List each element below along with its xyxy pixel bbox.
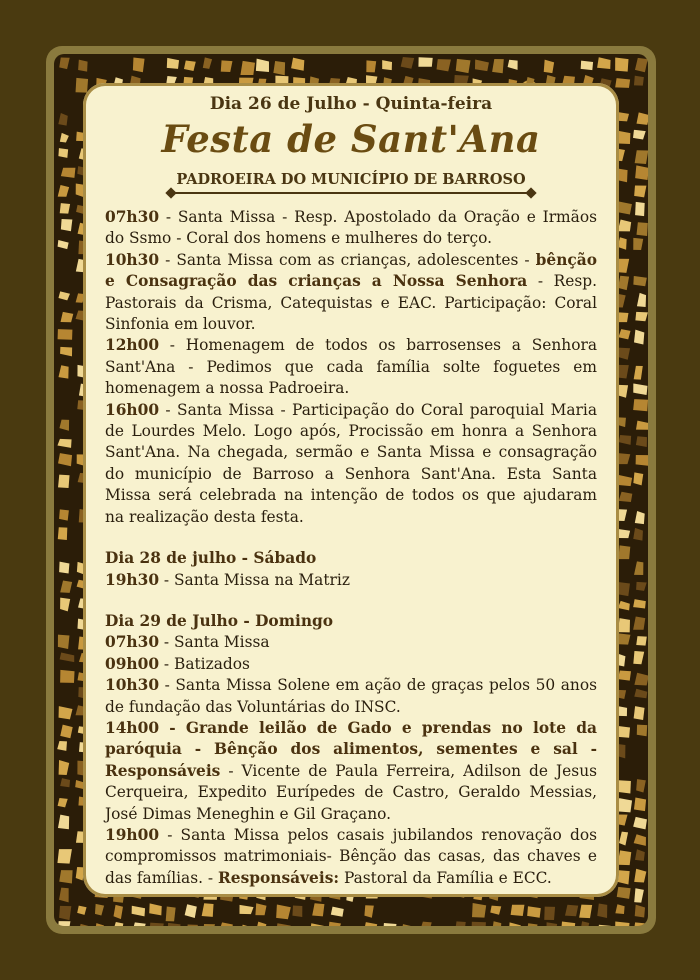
mosaic-tile bbox=[544, 60, 554, 73]
mosaic-tile bbox=[184, 61, 196, 71]
date-header: Dia 26 de Julho - Quinta-feira bbox=[209, 94, 493, 114]
mosaic-tile bbox=[276, 923, 291, 926]
schedule-item: 09h00 - Batizados bbox=[105, 654, 250, 673]
mosaic-tile bbox=[61, 312, 74, 322]
mosaic-tile bbox=[61, 168, 76, 178]
mosaic-tile bbox=[276, 904, 291, 919]
mosaic-tile bbox=[273, 61, 285, 75]
mosaic-tile bbox=[58, 635, 70, 649]
mosaic-tile bbox=[58, 329, 73, 340]
schedule-item: 14h00 - Grande leilão de Gado e prendas no lote da paróquia - Bênção dos alimentos, sementes e sal - Responsáveis - Vicente de Paula Ferreira, Adilson de Jesus Cerqueira, Expedito Eurípedes de Castro, Geraldo Messias, José Dimas Meneghin e Gil Graçano. bbox=[105, 718, 597, 823]
mosaic-tile bbox=[221, 60, 233, 72]
mosaic-tile bbox=[492, 921, 501, 926]
schedule-item: 07h30 - Santa Missa bbox=[105, 633, 270, 652]
mosaic-tile bbox=[166, 907, 176, 922]
schedule-item: 19h30 - Santa Missa na Matriz bbox=[105, 570, 350, 589]
mosaic-tile bbox=[58, 365, 68, 378]
mosaic-tile bbox=[619, 201, 632, 214]
mosaic-tile bbox=[618, 671, 631, 681]
mosaic-tile bbox=[565, 905, 578, 917]
mosaic-tile bbox=[633, 651, 644, 664]
mosaic-tile bbox=[383, 923, 396, 926]
mosaic-tile bbox=[255, 922, 266, 926]
mosaic-tile bbox=[59, 509, 69, 520]
mosaic-tile bbox=[58, 921, 70, 926]
mosaic-tile bbox=[634, 673, 648, 686]
mosaic-tile bbox=[634, 330, 644, 345]
mosaic-tile bbox=[418, 57, 432, 66]
mosaic-tile bbox=[617, 850, 631, 865]
mosaic-tile bbox=[636, 222, 647, 236]
mosaic-tile bbox=[634, 561, 643, 575]
mosaic-tile bbox=[492, 59, 504, 73]
mosaic-tile bbox=[168, 923, 181, 926]
mosaic-tile bbox=[256, 59, 269, 72]
mosaic-tile bbox=[634, 76, 644, 86]
schedule-item: 19h00 - Santa Missa pelos casais jubilandos renovação dos compromissos matrimoniais- Bênção das casas, das chaves e das famílias. - Responsáveis: Pastoral da Família e ECC. bbox=[105, 825, 597, 887]
mosaic-tile bbox=[420, 922, 432, 926]
mosaic-tile bbox=[475, 60, 489, 72]
mosaic-tile bbox=[60, 598, 70, 612]
mosaic-tile bbox=[202, 903, 214, 917]
day-heading: Dia 28 de julho - Sábado bbox=[105, 549, 317, 568]
mosaic-tile bbox=[58, 453, 72, 466]
mosaic-tile bbox=[185, 904, 197, 918]
mosaic-tile bbox=[167, 58, 179, 69]
mosaic-tile bbox=[618, 219, 631, 231]
mosaic-tile bbox=[77, 906, 86, 915]
mosaic-tile bbox=[366, 60, 376, 72]
mosaic-tile bbox=[619, 832, 628, 846]
mosaic-tile bbox=[472, 922, 486, 926]
program-panel bbox=[83, 83, 619, 897]
mosaic-tile bbox=[618, 348, 630, 360]
mosaic-tile bbox=[508, 60, 518, 70]
mosaic-tile bbox=[58, 148, 68, 158]
mosaic-tile bbox=[312, 903, 324, 916]
mosaic-tile bbox=[291, 58, 304, 71]
mosaic-tile bbox=[636, 636, 647, 646]
mosaic-tile bbox=[633, 528, 643, 541]
schedule-item: 07h30 - Santa Missa - Resp. Apostolado da Oração e Irmãos do Ssmo - Coral dos homens e mulheres do terço. bbox=[105, 208, 597, 248]
mosaic-tile bbox=[561, 922, 575, 926]
mosaic-tile bbox=[59, 57, 69, 69]
mosaic-tile bbox=[617, 887, 631, 899]
mosaic-tile bbox=[527, 923, 538, 926]
mosaic-tile bbox=[220, 922, 233, 926]
mosaic-tile bbox=[402, 924, 412, 926]
mosaic-tile bbox=[633, 399, 648, 411]
mosaic-tile bbox=[57, 439, 71, 448]
mosaic-tile bbox=[60, 133, 69, 143]
mosaic-tile bbox=[58, 291, 70, 300]
mosaic-tile bbox=[618, 601, 630, 610]
mosaic-tile bbox=[618, 529, 630, 538]
mosaic-tile bbox=[437, 59, 451, 71]
mosaic-tile bbox=[618, 815, 628, 826]
mosaic-tile bbox=[634, 797, 646, 811]
schedule-item: 10h30 - Santa Missa Solene em ação de graças pelos 50 anos de fundação das Voluntárias do INSC. bbox=[105, 676, 597, 716]
mosaic-tile bbox=[78, 60, 87, 72]
ornament-divider bbox=[175, 192, 527, 194]
mosaic-tile bbox=[581, 61, 593, 71]
mosaic-tile bbox=[59, 906, 71, 920]
mosaic-tile bbox=[580, 921, 589, 926]
mosaic-tile bbox=[78, 924, 90, 926]
mosaic-tile bbox=[633, 276, 646, 286]
mosaic-tile bbox=[636, 421, 648, 430]
mosaic-tile bbox=[60, 653, 75, 663]
mosaic-tile bbox=[546, 922, 557, 926]
mosaic-tile bbox=[618, 618, 630, 632]
mosaic-tile bbox=[633, 472, 643, 485]
mosaic-tile bbox=[133, 57, 145, 72]
mosaic-tile bbox=[363, 922, 377, 926]
mosaic-tile bbox=[382, 60, 392, 70]
mosaic-tile bbox=[59, 888, 69, 903]
mosaic-tile bbox=[615, 78, 630, 88]
mosaic-tile bbox=[472, 903, 486, 918]
mosaic-tile bbox=[636, 436, 647, 447]
mosaic-tile bbox=[58, 113, 67, 126]
mosaic-tile bbox=[634, 922, 648, 926]
mosaic-tile bbox=[618, 385, 628, 398]
mosaic-tile bbox=[511, 905, 525, 916]
mosaic-tile bbox=[618, 276, 629, 290]
mosaic-tile bbox=[633, 616, 645, 629]
mosaic-tile bbox=[133, 922, 146, 926]
mosaic-tile bbox=[544, 907, 555, 920]
mosaic-tile bbox=[58, 815, 69, 830]
mosaic-tile bbox=[60, 670, 74, 683]
mosaic-tile bbox=[633, 383, 647, 395]
mosaic-tile bbox=[240, 925, 249, 926]
mosaic-tile bbox=[456, 59, 471, 73]
mosaic-tile bbox=[401, 57, 415, 69]
schedule-item: 10h30 - Santa Missa com as crianças, adolescentes - bênção e Consagração das crianças a Nossa Senhora - Resp. Pastorais da Crisma, Catequistas e EAC. Participação: Coral Sinfonia em louvor. bbox=[105, 250, 597, 334]
mosaic-tile bbox=[633, 599, 646, 608]
mosaic-tile bbox=[76, 78, 89, 93]
mosaic-tile bbox=[615, 58, 628, 72]
mosaic-tile bbox=[615, 904, 624, 914]
mosaic-tile bbox=[58, 185, 69, 197]
mosaic-tile bbox=[618, 131, 630, 144]
mosaic-tile bbox=[634, 869, 646, 883]
mosaic-tile bbox=[95, 904, 104, 916]
mosaic-tile bbox=[619, 435, 631, 445]
mosaic-tile bbox=[149, 923, 164, 926]
mosaic-tile bbox=[490, 906, 501, 915]
mosaic-tile bbox=[635, 58, 648, 72]
mosaic-tile bbox=[60, 347, 72, 356]
mosaic-tile bbox=[633, 817, 647, 830]
mosaic-tile bbox=[618, 545, 630, 559]
mosaic-tile bbox=[635, 511, 645, 524]
mosaic-tile bbox=[61, 219, 73, 231]
mosaic-tile bbox=[597, 925, 611, 926]
mosaic-tile bbox=[635, 202, 645, 216]
mosaic-tile bbox=[636, 455, 648, 466]
mosaic-tile bbox=[635, 849, 645, 861]
mosaic-tile bbox=[509, 922, 521, 926]
mosaic-tile bbox=[240, 905, 254, 914]
mosaic-tile bbox=[255, 903, 266, 915]
subtitle: PADROEIRA DO MUNICÍPIO DE BARROSO bbox=[176, 171, 526, 188]
mosaic-tile bbox=[634, 888, 644, 902]
mosaic-tile bbox=[579, 905, 592, 918]
mosaic-tile bbox=[203, 57, 212, 68]
mosaic-tile bbox=[60, 778, 70, 787]
mosaic-tile bbox=[636, 112, 648, 124]
mosaic-tile bbox=[636, 582, 647, 591]
mosaic-tile bbox=[310, 923, 324, 926]
mosaic-tile bbox=[617, 798, 632, 812]
mosaic-tile bbox=[364, 905, 373, 917]
mosaic-tile bbox=[58, 527, 68, 540]
mosaic-tile bbox=[635, 312, 648, 321]
mosaic-tile bbox=[187, 924, 198, 926]
mosaic-tile bbox=[60, 580, 72, 592]
mosaic-tile bbox=[59, 870, 72, 883]
mosaic-tile bbox=[637, 725, 647, 737]
mosaic-tile bbox=[634, 834, 646, 846]
mosaic-tile bbox=[59, 706, 73, 719]
mosaic-tile bbox=[634, 185, 646, 197]
mosaic-tile bbox=[58, 798, 68, 807]
mosaic-tile bbox=[635, 150, 648, 164]
mosaic-tile bbox=[240, 61, 255, 75]
schedule-item: 12h00 - Homenagem de todos os barrosenses a Senhora Sant'Ana - Pedimos que cada família solte foguetes em homenagem a nossa Padroeira. bbox=[105, 336, 597, 398]
mosaic-tile bbox=[132, 906, 145, 917]
mosaic-tile bbox=[59, 760, 70, 775]
schedule-item: 16h00 - Santa Missa - Participação do Coral paroquial Maria de Lourdes Melo. Logo após, Procissão em honra a Senhora Sant'Ana. Na chegada, sermão e Santa Missa e consagração do município de Barroso a Senhora Sant'Ana. Esta Santa Missa será celebrada na intenção de todos os que ajudaram na realização desta festa. bbox=[105, 400, 597, 526]
mosaic-tile bbox=[633, 130, 646, 140]
mosaic-tile bbox=[618, 329, 630, 339]
mosaic-tile bbox=[618, 475, 632, 486]
mosaic-tile bbox=[58, 240, 69, 249]
day-heading: Dia 29 de Julho - Domingo bbox=[105, 611, 334, 630]
mosaic-tile bbox=[634, 366, 643, 380]
mosaic-tile bbox=[59, 562, 69, 574]
mosaic-tile bbox=[114, 905, 123, 919]
mosaic-tile bbox=[60, 725, 72, 739]
mosaic-tile bbox=[527, 906, 541, 917]
mosaic-tile bbox=[328, 922, 341, 926]
schedule bbox=[105, 207, 597, 889]
mosaic-tile bbox=[619, 492, 633, 502]
mosaic-tile bbox=[58, 475, 69, 488]
mosaic-tile bbox=[203, 924, 215, 926]
page-title: Festa de Sant'Ana bbox=[161, 117, 541, 161]
mosaic-tile bbox=[292, 906, 302, 917]
mosaic-tile bbox=[331, 907, 344, 917]
mosaic-tile bbox=[634, 706, 645, 720]
mosaic-tile bbox=[57, 741, 67, 751]
mosaic-tile bbox=[635, 165, 648, 180]
mosaic-tile bbox=[57, 849, 71, 864]
mosaic-tile bbox=[94, 923, 104, 926]
mosaic-tile bbox=[636, 779, 646, 792]
mosaic-tile bbox=[615, 922, 629, 926]
mosaic-tile bbox=[59, 420, 69, 431]
mosaic-tile bbox=[455, 921, 466, 926]
mosaic-tile bbox=[597, 904, 607, 918]
mosaic-tile bbox=[635, 905, 645, 918]
mosaic-tile bbox=[149, 903, 162, 915]
mosaic-tile bbox=[113, 922, 123, 926]
mosaic-tile bbox=[618, 726, 630, 738]
mosaic-tile bbox=[633, 238, 643, 250]
mosaic-tile bbox=[637, 293, 646, 307]
mosaic-tile bbox=[634, 689, 647, 698]
mosaic-tile bbox=[597, 57, 610, 69]
mosaic-tile bbox=[60, 203, 70, 213]
